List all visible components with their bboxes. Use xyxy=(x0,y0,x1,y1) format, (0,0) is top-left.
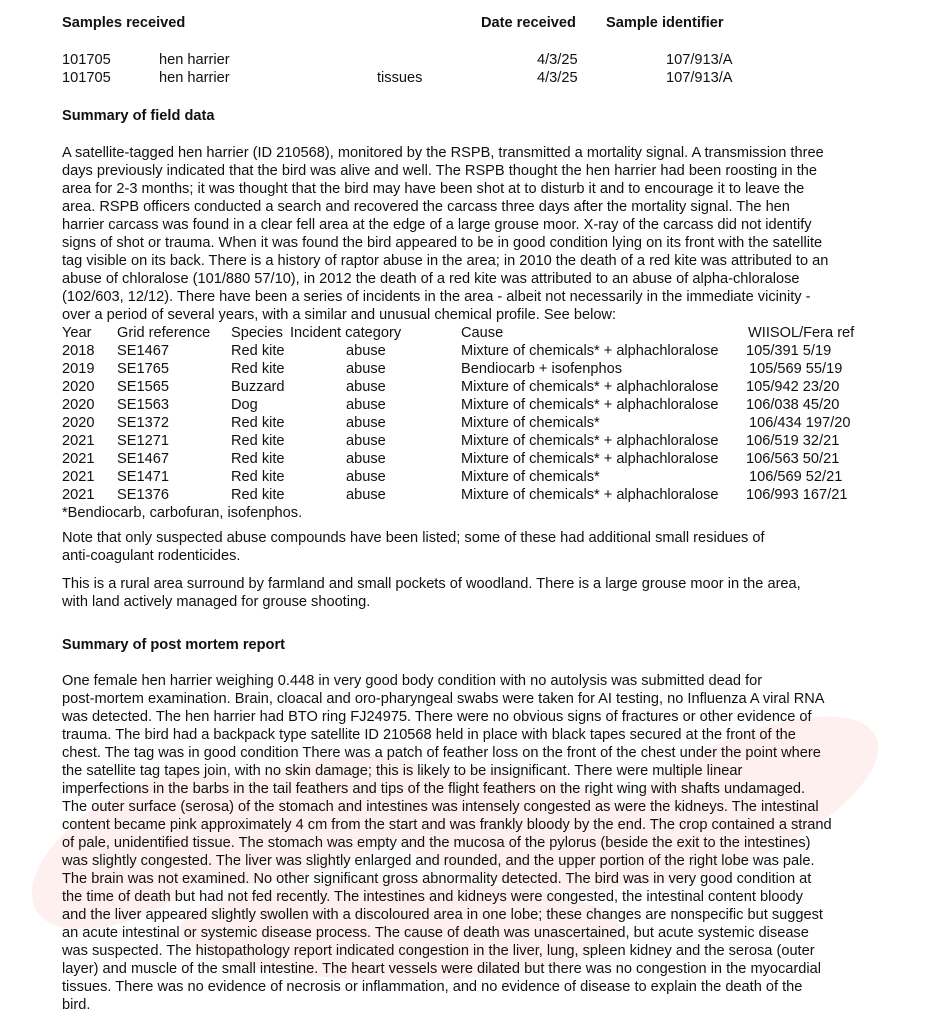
cell-cause: Mixture of chemicals* + alphachloralose xyxy=(461,379,719,395)
cell-cause: Mixture of chemicals* + alphachloralose xyxy=(461,343,719,359)
cell-species: Red kite xyxy=(231,469,285,485)
text-line: area. RSPB officers conducted a search and recovered the carcass three days after the mortality signal. The hen xyxy=(62,199,790,215)
text-line: over a period of several years, with a similar and unusual chemical profile. See below: xyxy=(62,307,617,323)
samples-heading: Samples received xyxy=(62,15,186,31)
text-line: of pale, unidentified tissue. The stomach was empty and the mucosa of the pylorus (beside the exit to the intestines) xyxy=(62,835,811,851)
cell-year: 2021 xyxy=(62,469,95,485)
col-header-grid: Grid reference xyxy=(117,325,211,341)
text-line: layer) and muscle of the small intestine. The heart vessels were dilated but there was no congestion in the myocardial xyxy=(62,961,822,977)
post-mortem-paragraph xyxy=(62,672,912,1014)
cell-ref: 106/519 32/21 xyxy=(746,433,840,449)
text-line: and the liver appeared slightly swollen with a discoloured area in one lobe; these changes are nonspecific but suggest xyxy=(62,907,823,923)
text-line: (102/603, 12/12). There have been a series of incidents in the area - albeit not necessarily in the immediate vicinity - xyxy=(62,289,811,305)
field-data-paragraph xyxy=(62,144,912,324)
cell-species: Red kite xyxy=(231,487,285,503)
sample-ref: 101705 xyxy=(62,52,111,68)
cell-year: 2020 xyxy=(62,397,95,413)
cell-ref: 106/038 45/20 xyxy=(746,397,840,413)
text-line: Note that only suspected abuse compounds have been listed; some of these had additional small residues of xyxy=(62,530,765,546)
cell-species: Red kite xyxy=(231,343,285,359)
sample-species: hen harrier xyxy=(159,70,230,86)
text-line: bird. xyxy=(62,997,91,1013)
text-line: harrier carcass was found in a clear fell area at the edge of a large grouse moor. X-ray of the carcass did not identify xyxy=(62,217,812,233)
text-line: was slightly congested. The liver was slightly enlarged and rounded, and the upper portion of the right lobe was pale. xyxy=(62,853,815,869)
cell-grid: SE1271 xyxy=(117,433,169,449)
text-line: abuse of chloralose (101/880 57/10), in 2012 the death of a red kite was attributed to an abuse of alpha-chloralose xyxy=(62,271,800,287)
sample-ref: 101705 xyxy=(62,70,111,86)
cell-year: 2021 xyxy=(62,451,95,467)
text-line: area for 2-3 months; it was thought that the bird may have been shot at to disturb it and to encourage it to leave the xyxy=(62,181,805,197)
text-line: was suspected. The histopathology report indicated congestion in the liver, lung, spleen kidney and the serosa (outer xyxy=(62,943,815,959)
cell-grid: SE1565 xyxy=(117,379,169,395)
cell-grid: SE1467 xyxy=(117,451,169,467)
cell-ref: 106/563 50/21 xyxy=(746,451,840,467)
text-line: with land actively managed for grouse shooting. xyxy=(62,594,371,610)
cell-cause: Mixture of chemicals* + alphachloralose xyxy=(461,433,719,449)
cell-year: 2018 xyxy=(62,343,95,359)
text-line: content became pink approximately 4 cm from the start and was frankly bloody by the end. The crop contained a strand xyxy=(62,817,832,833)
col-header-category: Incident category xyxy=(290,325,402,341)
note-paragraph xyxy=(62,529,912,565)
cell-year: 2021 xyxy=(62,433,95,449)
text-line: This is a rural area surround by farmland and small pockets of woodland. There is a large grouse moor in the area, xyxy=(62,576,801,592)
cell-category: abuse xyxy=(346,397,386,413)
cell-grid: SE1765 xyxy=(117,361,169,377)
cell-species: Red kite xyxy=(231,415,285,431)
cell-ref: 106/569 52/21 xyxy=(749,469,843,485)
col-header-year: Year xyxy=(62,325,92,341)
text-line: chest. The tag was in good condition There was a patch of feather loss on the front of the chest under the point where xyxy=(62,745,821,761)
cell-species: Red kite xyxy=(231,361,285,377)
cell-category: abuse xyxy=(346,487,386,503)
cell-grid: SE1471 xyxy=(117,469,169,485)
cell-species: Red kite xyxy=(231,451,285,467)
cell-category: abuse xyxy=(346,361,386,377)
cell-year: 2020 xyxy=(62,415,95,431)
text-line: signs of shot or trauma. When it was found the bird appeared to be in good condition lying on its front with the satellite xyxy=(62,235,823,251)
post-mortem-heading: Summary of post mortem report xyxy=(62,637,285,653)
cell-grid: SE1372 xyxy=(117,415,169,431)
text-line: an acute intestinal or systemic disease process. The cause of death was unascertained, but acute systemic disease xyxy=(62,925,809,941)
text-line: anti-coagulant rodenticides. xyxy=(62,548,241,564)
sample-id: 107/913/A xyxy=(666,52,733,68)
sample-date: 4/3/25 xyxy=(537,52,578,68)
sample-date: 4/3/25 xyxy=(537,70,578,86)
sample-species: hen harrier xyxy=(159,52,230,68)
cell-cause: Bendiocarb + isofenphos xyxy=(461,361,623,377)
col-header-ref: WIISOL/Fera ref xyxy=(748,325,855,341)
text-line: A satellite-tagged hen harrier (ID 210568), monitored by the RSPB, transmitted a mortality signal. A transmission three xyxy=(62,145,824,161)
cell-category: abuse xyxy=(346,415,386,431)
sample-type: tissues xyxy=(377,70,423,86)
cell-cause: Mixture of chemicals* + alphachloralose xyxy=(461,451,719,467)
text-line: was detected. The hen harrier had BTO ring FJ24975. There were no obvious signs of fractures or other evidence of xyxy=(62,709,812,725)
cell-ref: 106/993 167/21 xyxy=(746,487,848,503)
cell-ref: 105/569 55/19 xyxy=(749,361,843,377)
field-data-heading: Summary of field data xyxy=(62,108,215,124)
cell-grid: SE1563 xyxy=(117,397,169,413)
cell-cause: Mixture of chemicals* + alphachloralose xyxy=(461,397,719,413)
text-line: One female hen harrier weighing 0.448 in very good body condition with no autolysis was submitted dead for xyxy=(62,673,763,689)
text-line: post-mortem examination. Brain, cloacal and oro-pharyngeal swabs were taken for AI testing, no Influenza A viral RNA xyxy=(62,691,825,707)
cell-cause: Mixture of chemicals* xyxy=(461,469,600,485)
date-received-heading: Date received xyxy=(481,15,576,31)
cell-year: 2019 xyxy=(62,361,95,377)
col-header-species: Species xyxy=(231,325,283,341)
area-paragraph xyxy=(62,575,912,611)
text-line: days previously indicated that the bird was alive and well. The RSPB thought the hen harrier had been roosting in the xyxy=(62,163,818,179)
table-footnote: *Bendiocarb, carbofuran, isofenphos. xyxy=(62,505,303,521)
cell-ref: 105/391 5/19 xyxy=(746,343,832,359)
sample-identifier-heading: Sample identifier xyxy=(606,15,724,31)
text-line: trauma. The bird had a backpack type satellite ID 210568 held in place with black tapes secured at the front of the xyxy=(62,727,796,743)
cell-ref: 106/434 197/20 xyxy=(749,415,851,431)
text-line: The brain was not examined. No other significant gross abnormality detected. The bird was in very good condition at xyxy=(62,871,812,887)
text-line: imperfections in the barbs in the tail feathers and tips of the flight feathers on the right wing with shafts undamaged. xyxy=(62,781,806,797)
cell-ref: 105/942 23/20 xyxy=(746,379,840,395)
cell-category: abuse xyxy=(346,343,386,359)
cell-grid: SE1467 xyxy=(117,343,169,359)
text-line: the satellite tag tapes join, with no skin damage; this is likely to be insignificant. There were multiple linear xyxy=(62,763,743,779)
text-line: tissues. There was no evidence of necrosis or inflammation, and no evidence of disease to explain the death of the xyxy=(62,979,803,995)
sample-id: 107/913/A xyxy=(666,70,733,86)
cell-species: Red kite xyxy=(231,433,285,449)
cell-species: Dog xyxy=(231,397,258,413)
cell-category: abuse xyxy=(346,379,386,395)
text-line: the time of death but had not fed recently. The intestines and kidneys were congested, the intestinal content bloody xyxy=(62,889,803,905)
cell-species: Buzzard xyxy=(231,379,285,395)
col-header-cause: Cause xyxy=(461,325,504,341)
cell-year: 2021 xyxy=(62,487,95,503)
cell-category: abuse xyxy=(346,433,386,449)
cell-year: 2020 xyxy=(62,379,95,395)
cell-category: abuse xyxy=(346,451,386,467)
cell-cause: Mixture of chemicals* + alphachloralose xyxy=(461,487,719,503)
cell-category: abuse xyxy=(346,469,386,485)
cell-grid: SE1376 xyxy=(117,487,169,503)
text-line: The outer surface (serosa) of the stomach and intestines was intensely congested as were the kidneys. The intestinal xyxy=(62,799,819,815)
text-line: tag visible on its back. There is a history of raptor abuse in the area; in 2010 the death of a red kite was attributed to an xyxy=(62,253,829,269)
cell-cause: Mixture of chemicals* xyxy=(461,415,600,431)
